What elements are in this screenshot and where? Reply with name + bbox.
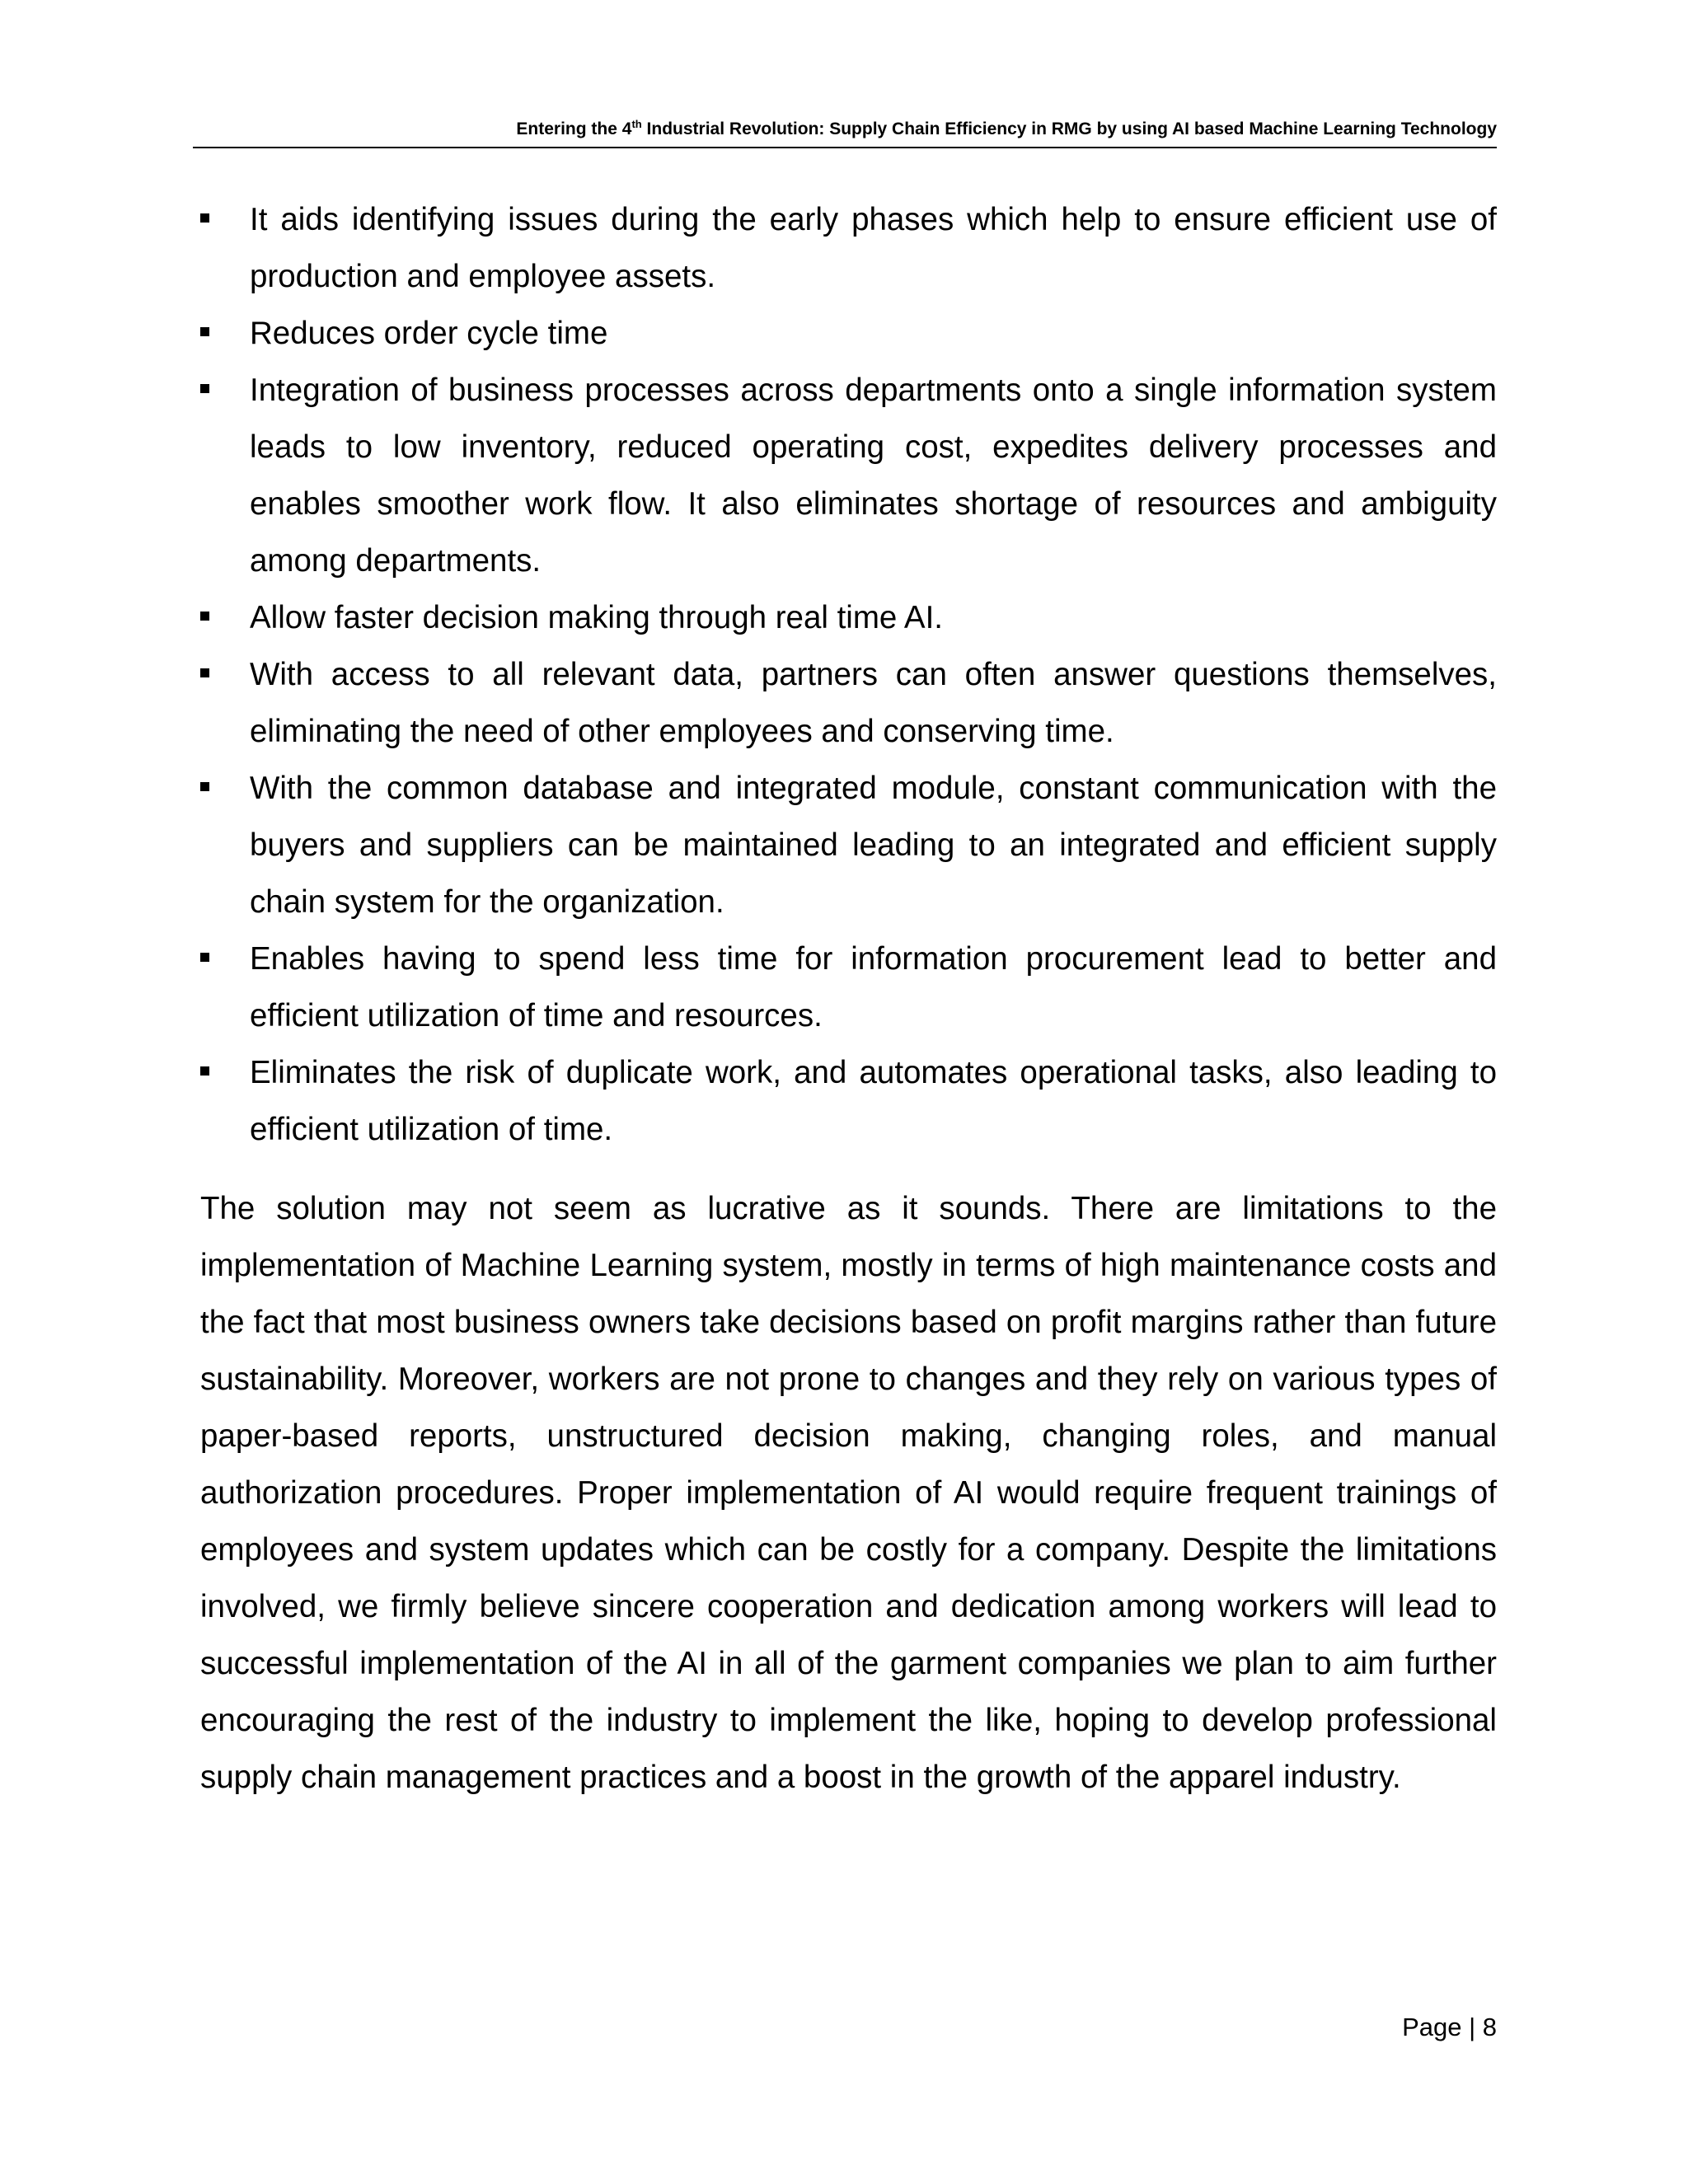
square-bullet-icon: [200, 668, 209, 677]
running-header: [193, 119, 1497, 148]
header-title-superscript: th: [631, 118, 642, 130]
list-item: [200, 362, 1497, 589]
body-paragraph: The solution may not seem as lucrative as it sounds. There are limitations to the implementation of Machine Learning system, mostly in terms of high maintenance costs and the fact that most business owners take decisions based on profit margins rather than future sustainability. Moreover, workers are not prone to changes and they rely on various types of paper-based reports, unstructured decision making, changing roles, and manual authorization procedures. Proper implementation of AI would require frequent trainings of employees and system updates which can be costly for a company. Despite the limitations involved, we firmly believe sincere cooperation and dedication among workers will lead to successful implementation of the AI in all of the garment companies we plan to aim further encouraging the rest of the industry to implement the like, hoping to develop professional supply chain management practices and a boost in the growth of the apparel industry.: [200, 1191, 1497, 1795]
square-bullet-icon: [200, 612, 209, 621]
header-title-start: Entering the 4: [516, 120, 632, 138]
list-item-text: With access to all relevant data, partners can often answer questions themselves, eliminating the need of other employees and conserving time.: [250, 657, 1497, 749]
list-item-text: Reduces order cycle time: [250, 316, 608, 351]
page-body: [200, 191, 1497, 1806]
list-item: [200, 589, 1497, 646]
list-item: [200, 760, 1497, 930]
list-item: [200, 1044, 1497, 1158]
square-bullet-icon: [200, 213, 209, 223]
list-item-text: It aids identifying issues during the early phases which help to ensure efficient use of production and employee assets.: [250, 202, 1497, 294]
page-number: Page | 8: [1402, 2013, 1497, 2041]
square-bullet-icon: [200, 384, 209, 393]
list-item: [200, 305, 1497, 362]
square-bullet-icon: [200, 953, 209, 962]
square-bullet-icon: [200, 1066, 209, 1076]
list-item: [200, 191, 1497, 305]
list-item-text: Enables having to spend less time for information procurement lead to better and efficient utilization of time and resources.: [250, 941, 1497, 1033]
list-item: [200, 930, 1497, 1044]
list-item-text: Allow faster decision making through real time AI.: [250, 600, 943, 635]
list-item-text: Integration of business processes across departments onto a single information system leads to low inventory, reduced operating cost, expedites delivery processes and enables smoother work flow. It also eliminates shortage of resources and ambiguity among departments.: [250, 373, 1497, 579]
list-item: [200, 646, 1497, 760]
header-title-end: Industrial Revolution: Supply Chain Efficiency in RMG by using AI based Machine Learning Technology: [641, 120, 1497, 138]
square-bullet-icon: [200, 327, 209, 336]
square-bullet-icon: [200, 782, 209, 791]
bullet-list: [200, 191, 1497, 1158]
list-item-text: With the common database and integrated module, constant communication with the buyers and suppliers can be maintained leading to an integrated and efficient supply chain system for the organization.: [250, 771, 1497, 920]
list-item-text: Eliminates the risk of duplicate work, and automates operational tasks, also leading to efficient utilization of time.: [250, 1055, 1497, 1147]
